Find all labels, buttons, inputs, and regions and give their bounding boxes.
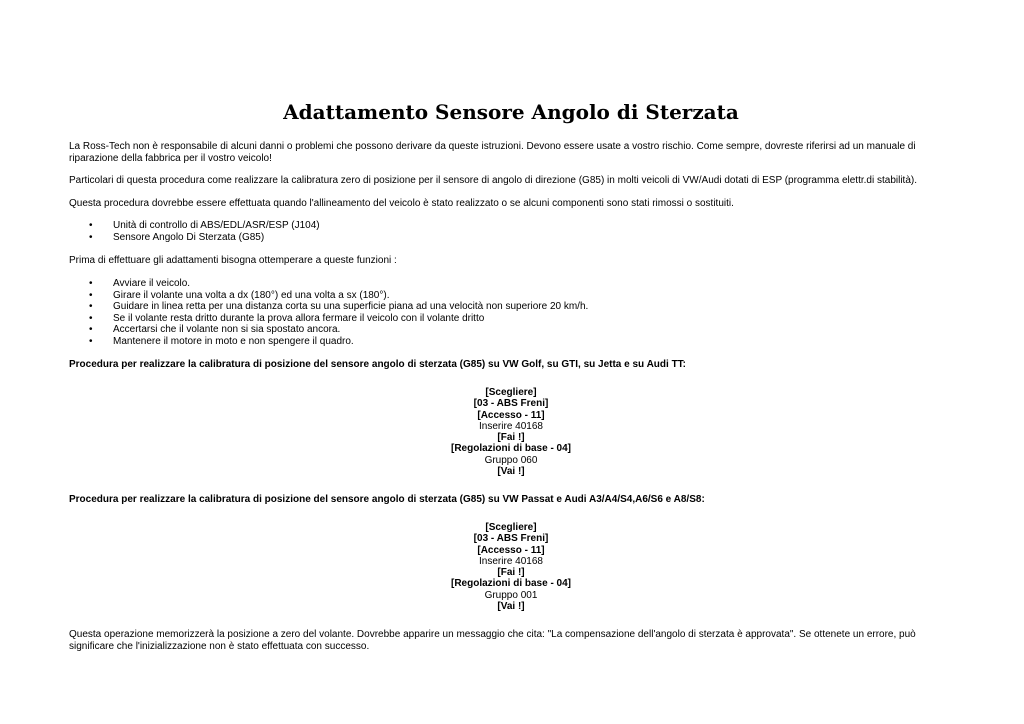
procedure-step: [Fai !]	[497, 432, 525, 444]
procedure2-heading: Procedura per realizzare la calibratura di posizione del sensore angolo di sterzata (G85) su VW Passat e Audi A3/A4/S4,A6/S6 e A8/S8:	[69, 494, 705, 505]
procedure-step: Gruppo 001	[484, 589, 538, 601]
procedure1-heading: Procedura per realizzare la calibratura di posizione del sensore angolo di sterzata (G85) su VW Golf, su GTI, su Jetta e su Audi TT:	[69, 359, 687, 370]
procedure-step: [Accesso - 11]	[477, 409, 545, 421]
prereq-list	[69, 278, 588, 348]
components-list	[69, 220, 320, 243]
procedure-step: [Fai !]	[497, 567, 525, 579]
procedure-step: [03 - ABS Freni]	[473, 398, 549, 410]
when-paragraph: Questa procedura dovrebbe essere effettuata quando l'allineamento del veicolo è stato realizzato o se alcuni componenti sono stati rimossi o sostituiti.	[69, 198, 734, 209]
page-title: Adattamento Sensore Angolo di Sterzata	[283, 100, 739, 124]
list-item: • Girare il volante una volta a dx (180°) ed una volta a sx (180°).	[69, 290, 588, 302]
disclaimer-paragraph: La Ross-Tech non è responsabile di alcuni danni o problemi che possono derivare da queste istruzioni. Devono essere usate a vostro rischio. Come sempre, dovreste riferirsi ad un manuale di riparazione della fabbrica per il vostro veicolo!	[69, 141, 916, 164]
procedure-step: Gruppo 060	[484, 454, 538, 466]
list-item: • Guidare in linea retta per una distanza corta su una superficie piana ad una velocità non superiore 20 km/h.	[69, 301, 588, 313]
list-item: • Accertarsi che il volante non si sia spostato ancora.	[69, 324, 588, 336]
procedure-step: [Regolazioni di base - 04]	[450, 443, 572, 455]
procedure-step: Inserire 40168	[479, 555, 543, 567]
procedure-step: [03 - ABS Freni]	[473, 533, 549, 545]
procedure-step: [Accesso - 11]	[477, 544, 545, 556]
procedure-step: [Vai !]	[497, 601, 525, 613]
conclusion-paragraph: Questa operazione memorizzerà la posizione a zero del volante. Dovrebbe apparire un messaggio che cita: "La compensazione dell'angolo di sterzata è approvata". Se ottenete un errore, può significare che l'inizializzazione non è stato effettuata con successo.	[69, 629, 916, 652]
procedure-step: Inserire 40168	[479, 420, 543, 432]
prereq-intro: Prima di effettuare gli adattamenti bisogna ottemperare a queste funzioni :	[69, 255, 397, 266]
procedure2-steps	[69, 522, 953, 612]
procedure-step: [Scegliere]	[485, 387, 537, 398]
procedure-step: [Regolazioni di base - 04]	[450, 578, 572, 590]
list-item: • Se il volante resta dritto durante la prova allora fermare il veicolo con il volante dritto	[69, 313, 588, 325]
intro-paragraph: Particolari di questa procedura come realizzare la calibratura zero di posizione per il sensore di angolo di direzione (G85) in molti veicoli di VW/Audi dotati di ESP (programma elettr.di stabilità).	[69, 175, 917, 186]
procedure-step: [Scegliere]	[485, 522, 537, 533]
procedure1-steps	[69, 387, 953, 477]
list-item: • Sensore Angolo Di Sterzata (G85)	[69, 232, 320, 244]
procedure-step: [Vai !]	[497, 466, 525, 478]
list-item: • Unità di controllo di ABS/EDL/ASR/ESP (J104)	[69, 220, 320, 232]
list-item: • Avviare il veicolo.	[69, 278, 588, 290]
list-item: • Mantenere il motore in moto e non spengere il quadro.	[69, 336, 588, 348]
